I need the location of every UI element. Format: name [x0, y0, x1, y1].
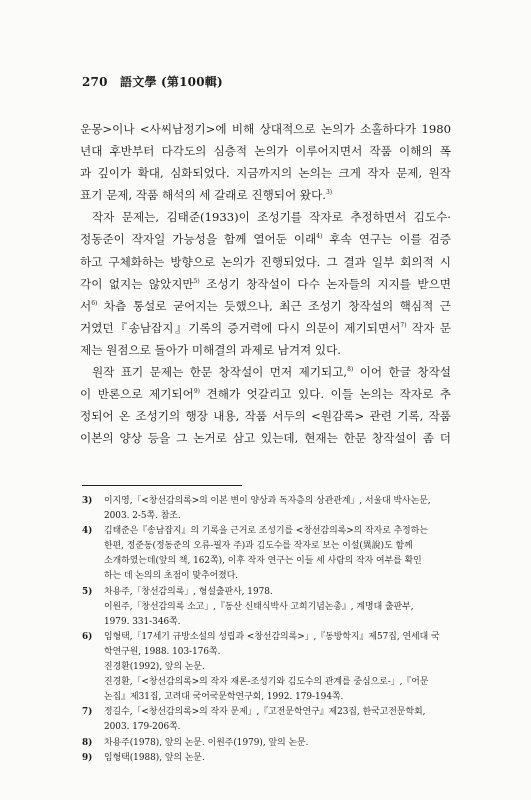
footnote-line: 학연구원, 1988. 103-176쪽. — [104, 646, 221, 657]
footnote-line: 임형택(1988), 앞의 논문. — [104, 752, 205, 763]
body-line — [80, 405, 451, 427]
footnote-line: 이원주,「창선감의록 소고」,『동산 신태식박사 고희기념논총』, 계명대 출판부, — [104, 601, 414, 612]
footnote-ref[interactable]: 6) — [91, 299, 98, 307]
footnote-line: 논집』제31집, 고려대 국어국문학연구회, 1992. 179-194쪽. — [104, 692, 344, 703]
footnote-line: 하는 데 논의의 초점이 맞추어졌다. — [104, 571, 239, 582]
footnote-line: 정길수,「<창선감의록>의 작자 문제」,『고전문학연구』제23집, 한국고전문학회, — [104, 707, 426, 718]
body-line-text: 정동준이 작자일 가능성을 함께 열어둔 이래 — [80, 232, 317, 247]
footnote-mark: 6) — [82, 631, 93, 642]
footnotes — [82, 494, 454, 766]
footnote-line: 김태준은『송남잡지』의 기록을 근거로 조성기를 <창선감의록>의 작자로 추정하는 — [104, 526, 428, 537]
body-line — [80, 162, 451, 184]
body-text — [80, 118, 451, 449]
body-line-text: 작자 문 — [406, 320, 451, 335]
body-line-text: 정되어 온 조성기의 행장 내용, 작품 서두의 <원감록> 관련 기록, 작품 — [80, 409, 451, 424]
body-line — [80, 339, 451, 361]
body-line-text: 년대 후반부터 다각도의 심층적 논의가 이루어지면서 작품 이해의 폭 — [80, 144, 451, 159]
footnote-line: 한편, 정준동(정동준의 오류-필자 주)과 김도수를 작자로 보는 이설(異說)도 함께 — [104, 541, 413, 552]
footnote-line: 임형택,「17세기 규방소설의 성립과 <창선감의록>」,『동방학지』제57집, 연세대 국 — [104, 631, 440, 642]
body-line-text: 각이 없지는 않았지만 — [80, 276, 194, 291]
footnote-line: 소개하였는데(앞의 책, 162쪽), 이후 작자 연구는 이들 세 사람의 작자 여부를 확인 — [104, 556, 422, 567]
body-line — [80, 295, 451, 317]
body-line — [80, 184, 451, 206]
footnote-mark: 8) — [82, 737, 93, 748]
footnote-ref[interactable]: 3) — [325, 189, 333, 197]
body-line-text: 후속 연구는 이를 검증 — [322, 232, 451, 247]
footnote-ref[interactable]: 7) — [400, 321, 407, 329]
footnote — [82, 751, 454, 766]
footnote-line: 1979. 331-346쪽. — [104, 616, 181, 627]
body-line — [80, 251, 451, 273]
footnote-line: 진경환,「<창선감의록>의 작자 재론-조성기와 김도수의 관계를 중심으로-」,『어문 — [104, 677, 429, 688]
body-line — [80, 317, 451, 339]
body-line — [80, 273, 451, 295]
body-line-text: 과 깊이가 확대, 심화되었다. 지금까지의 논의는 크게 작자 문제, 원작 — [80, 166, 451, 181]
footnote-line: 2003. 179-206쪽. — [104, 722, 181, 733]
body-line-text: 이어 한글 창작설 — [353, 365, 451, 380]
footnote — [82, 630, 454, 705]
page-number: 270 — [82, 75, 108, 89]
body-line-text: 하고 구체화하는 방향으로 논의가 진행되었다. 그 결과 일부 회의적 시 — [80, 254, 451, 269]
body-line — [80, 383, 451, 405]
footnote-ref[interactable]: 9) — [193, 388, 201, 396]
footnote-separator — [82, 485, 242, 486]
footnote-ref[interactable]: 4) — [316, 233, 323, 241]
footnote — [82, 736, 454, 751]
footnote-mark: 9) — [82, 752, 93, 763]
footnote-ref[interactable]: 8) — [347, 366, 354, 374]
footnote-mark: 3) — [82, 496, 93, 506]
body-line-text: 이 반론으로 제기되어 — [80, 387, 194, 402]
body-line — [80, 427, 451, 449]
footnote-line: 2003. 2-5쪽. 참조. — [104, 511, 181, 522]
body-line-text: 작자 문제는, 김태준(1933)이 조성기를 작자로 추정하면서 김도수· — [92, 210, 451, 225]
journal-title: 語文學 (第100輯) — [120, 75, 223, 89]
body-line-text: 제는 원점으로 돌아가 미해결의 과제로 남겨져 있다. — [80, 342, 341, 357]
body-line-text: 차츰 통설로 굳어지는 듯했으나, 최근 조성기 창작설의 핵심적 근 — [97, 298, 451, 313]
body-line — [80, 228, 451, 250]
body-line — [80, 206, 451, 228]
running-header — [82, 73, 223, 90]
footnote-line: 차용주,「창선감의록」, 형설출판사, 1978. — [104, 586, 273, 597]
footnote-mark: 7) — [82, 707, 93, 718]
footnote-mark: 4) — [82, 526, 93, 537]
body-line-text: 표기 문제, 작품 해석의 세 갈래로 진행되어 왔다. — [80, 188, 326, 203]
body-line-text: 서 — [80, 298, 92, 313]
footnote-mark: 5) — [82, 586, 93, 597]
footnote-ref[interactable]: 5) — [193, 277, 200, 285]
footnote-line: 이지영,「<창선감의록>의 이본 변이 양상과 독자층의 상관관계」, 서울대 박사논문, — [104, 496, 431, 506]
body-line-text: 견해가 엇갈리고 있다. 이들 논의는 작자로 추 — [200, 387, 451, 402]
footnote-line: 진경환(1992), 앞의 논문. — [104, 662, 205, 673]
footnote — [82, 524, 454, 584]
body-line — [80, 361, 451, 383]
body-line-text: 운몽>이나 <사씨남정기>에 비해 상대적으로 논의가 소홀하다가 1980 — [80, 122, 451, 136]
body-line-text: 거였던『송남잡지』기록의 증거력에 다시 의문이 제기되면서 — [80, 320, 401, 335]
footnote-line: 차용주(1978), 앞의 논문. 이원주(1979), 앞의 논문. — [104, 737, 309, 748]
footnote — [82, 705, 454, 735]
body-line-text: 원작 표기 문제는 한문 창작설이 먼저 제기되고, — [92, 365, 348, 380]
body-line-text: 조성기 창작설이 다수 논자들의 지지를 받으면 — [199, 276, 451, 291]
body-line — [80, 118, 451, 140]
footnote — [82, 494, 454, 524]
body-line — [80, 140, 451, 162]
body-line-text: 이본의 양상 등을 그 논거로 삼고 있는데, 현재는 한문 창작설이 좀 더 — [80, 431, 451, 446]
footnote — [82, 585, 454, 630]
